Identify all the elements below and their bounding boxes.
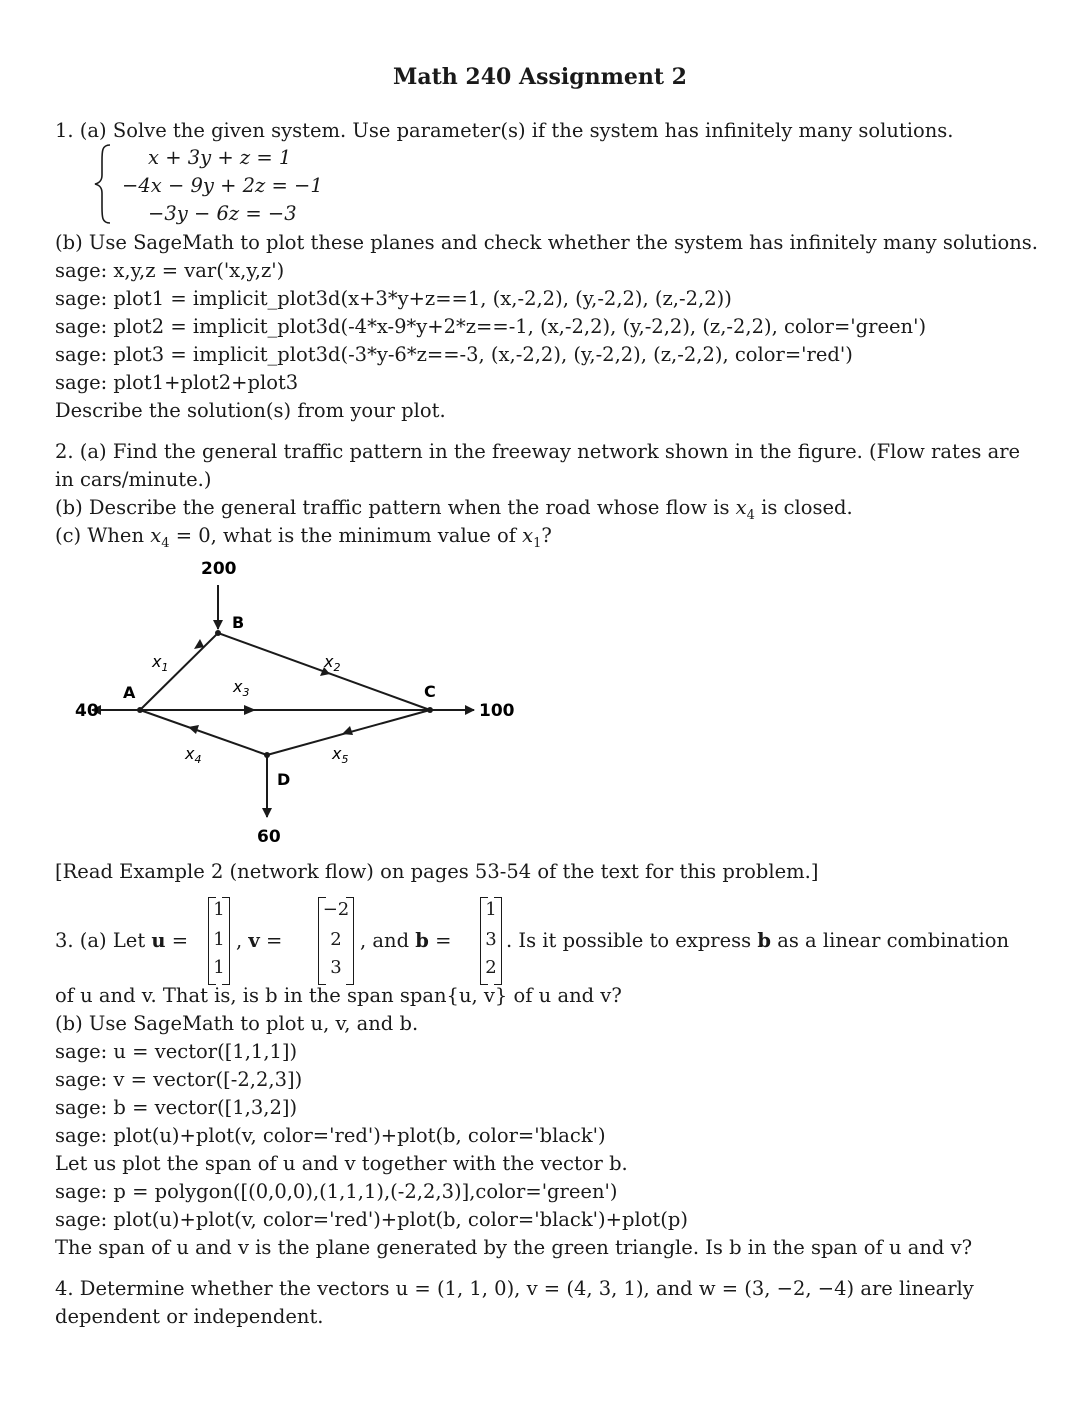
node-label-c: C — [424, 682, 436, 701]
vector-b-matrix: 1 3 2 — [480, 897, 502, 985]
q3-part-b: (b) Use SageMath to plot u, v, and b. — [55, 1012, 419, 1035]
node-b-dot — [215, 630, 221, 636]
node-d-dot — [264, 752, 270, 758]
traffic-network-figure — [60, 555, 520, 845]
q2-part-a-line2: in cars/minute.) — [55, 468, 212, 491]
q2-part-c: (c) When $x_4 = 0$, what is the minimum value of $x_1$? — [55, 524, 552, 551]
arrow-x3 — [244, 705, 256, 715]
node-c-dot — [427, 707, 433, 713]
node-label-b: B — [232, 613, 245, 632]
code-line: sage: v = vector([-2,2,3]) — [55, 1068, 303, 1091]
var-label-x4: $x_4$ — [185, 744, 202, 766]
arrow-x5 — [342, 726, 353, 735]
outflow-d-value: 60 — [257, 827, 281, 845]
equation-1: x + 3y + z = 1 — [148, 146, 292, 169]
page-title: Math 240 Assignment 2 — [393, 64, 687, 90]
var-label-x2: $x_2$ — [324, 652, 341, 674]
arrow-x4 — [188, 725, 199, 734]
road-x4 — [140, 710, 267, 755]
code-line: sage: plot3 = implicit_plot3d(-3*y-6*z==-3, (x,-2,2), (y,-2,2), (z,-2,2), color='red') — [55, 343, 853, 366]
code-line: sage: plot(u)+plot(v, color='red')+plot(b, color='black')+plot(p) — [55, 1208, 688, 1231]
q2-part-b: (b) Describe the general traffic pattern when the road whose flow is $x_4$ is closed. — [55, 496, 853, 523]
var-label-x1: $x_1$ — [152, 652, 169, 674]
code-line: sage: plot2 = implicit_plot3d(-4*x-9*y+2*z==-1, (x,-2,2), (y,-2,2), (z,-2,2), color='green') — [55, 315, 927, 338]
q3-question: . Is it possible to express b as a linear combination — [506, 929, 1010, 952]
outflow-c-value: 100 — [479, 701, 515, 721]
inflow-b-value: 200 — [201, 559, 237, 579]
q2-part-a-line1: 2. (a) Find the general traffic pattern in the freeway network shown in the figure. (Flow rates are — [55, 440, 1021, 463]
q4-line2: dependent or independent. — [55, 1305, 324, 1328]
node-a-dot — [137, 707, 143, 713]
q3-span-text: Let us plot the span of u and v together with the vector b. — [55, 1152, 628, 1175]
code-line: sage: u = vector([1,1,1]) — [55, 1040, 298, 1063]
q3-line2: of u and v. That is, is b in the span span{u, v} of u and v? — [55, 984, 622, 1007]
node-label-a: A — [123, 683, 136, 702]
code-line: sage: b = vector([1,3,2]) — [55, 1096, 298, 1119]
q1-part-b: (b) Use SageMath to plot these planes and check whether the system has infinitely many solutions. — [55, 231, 1038, 254]
left-brace-icon — [92, 143, 114, 225]
outflow-a-value: 40 — [75, 701, 99, 721]
q1-part-a: 1. (a) Solve the given system. Use parameter(s) if the system has infinitely many solutions. — [55, 119, 954, 142]
q3-last-question: The span of u and v is the plane generated by the green triangle. Is b in the span of u and v? — [55, 1236, 973, 1259]
var-label-x5: $x_5$ — [332, 744, 349, 766]
q2-note: [Read Example 2 (network flow) on pages 53-54 of the text for this problem.] — [55, 860, 819, 883]
node-label-d: D — [277, 770, 291, 789]
q3-v-label: , v = — [236, 929, 283, 952]
equation-3: −3y − 6z = −3 — [148, 202, 297, 225]
q3-b-label: , and b = — [360, 929, 452, 952]
code-line: sage: p = polygon([(0,0,0),(1,1,1),(-2,2,3)],color='green') — [55, 1180, 618, 1203]
code-line: sage: plot(u)+plot(v, color='red')+plot(b, color='black') — [55, 1124, 606, 1147]
var-label-x3: $x_3$ — [233, 677, 250, 699]
equation-2: −4x − 9y + 2z = −1 — [122, 174, 323, 197]
road-x1 — [140, 633, 218, 710]
vector-v-matrix: −2 2 3 — [318, 897, 354, 985]
q3-prefix: 3. (a) Let u = — [55, 929, 189, 952]
q1-describe: Describe the solution(s) from your plot. — [55, 399, 446, 422]
code-line: sage: plot1+plot2+plot3 — [55, 371, 299, 394]
vector-u-matrix: 1 1 1 — [208, 897, 230, 985]
q4-line1: 4. Determine whether the vectors u = (1, 1, 0), v = (4, 3, 1), and w = (3, −2, −4) are linearly — [55, 1277, 974, 1300]
code-line: sage: x,y,z = var('x,y,z') — [55, 259, 285, 282]
code-line: sage: plot1 = implicit_plot3d(x+3*y+z==1, (x,-2,2), (y,-2,2), (z,-2,2)) — [55, 287, 732, 310]
